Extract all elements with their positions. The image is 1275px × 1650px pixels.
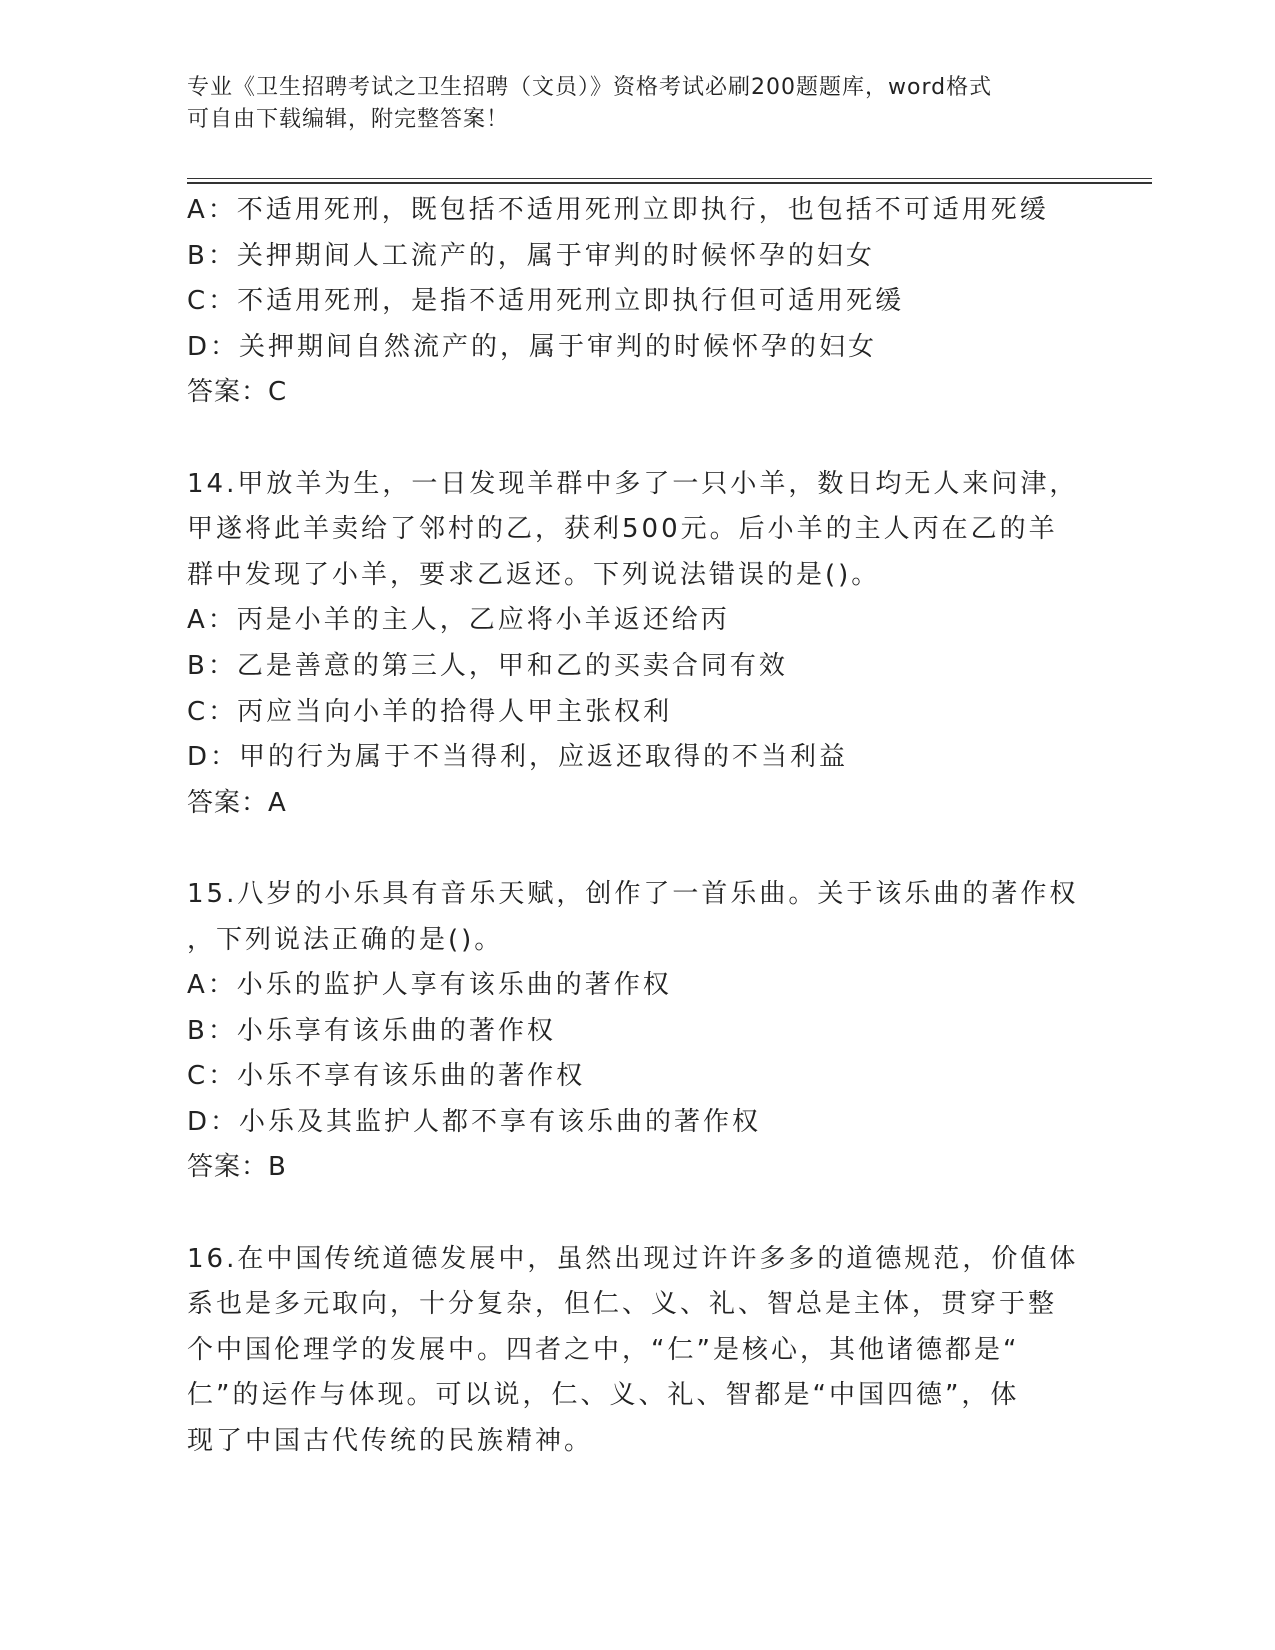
question-stem-line: 15.八岁的小乐具有音乐天赋，创作了一首乐曲。关于该乐曲的著作权 <box>187 878 1079 909</box>
option-a: A：小乐的监护人享有该乐曲的著作权 <box>187 970 672 1001</box>
option-c: C：丙应当向小羊的拾得人甲主张权利 <box>187 696 673 727</box>
answer: 答案：A <box>187 787 287 818</box>
page-header <box>187 72 1067 136</box>
answer: 答案：B <box>187 1152 287 1183</box>
question-stem-line: 仁”的运作与体现。可以说，仁、义、礼、智都是“中国四德”，体 <box>187 1380 1020 1411</box>
answer: 答案：C <box>187 377 288 408</box>
option-b: B：小乐享有该乐曲的著作权 <box>187 1015 556 1046</box>
option-b: B：乙是善意的第三人，甲和乙的买卖合同有效 <box>187 650 788 681</box>
question-stem-line: ，下列说法正确的是()。 <box>187 924 504 955</box>
question-content <box>187 188 1087 1465</box>
question-stem-line: 群中发现了小羊，要求乙返还。下列说法错误的是()。 <box>187 559 881 590</box>
header-title-line-1: 专业《卫生招聘考试之卫生招聘（文员）》资格考试必刷200题题库，word格式 <box>187 75 993 100</box>
option-a: A：不适用死刑，既包括不适用死刑立即执行，也包括不可适用死缓 <box>187 195 1049 225</box>
option-d: D：小乐及其监护人都不享有该乐曲的著作权 <box>187 1106 762 1137</box>
question-stem-line: 个中国伦理学的发展中。四者之中，“仁”是核心，其他诸德都是“ <box>187 1334 1020 1365</box>
question-stem-line: 14.甲放羊为生，一日发现羊群中多了一只小羊，数日均无人来问津， <box>187 468 1079 499</box>
header-divider <box>187 178 1152 184</box>
question-13 <box>187 188 1087 416</box>
question-stem-line: 甲遂将此羊卖给了邻村的乙，获利500元。后小羊的主人丙在乙的羊 <box>187 514 1058 545</box>
option-a: A：丙是小羊的主人，乙应将小羊返还给丙 <box>187 605 730 636</box>
header-title-line-2: 可自由下载编辑，附完整答案！ <box>187 107 510 132</box>
question-stem-line: 系也是多元取向，十分复杂，但仁、义、礼、智总是主体，贯穿于整 <box>187 1289 1058 1320</box>
option-c: C：小乐不享有该乐曲的著作权 <box>187 1061 586 1092</box>
question-stem-line: 现了中国古代传统的民族精神。 <box>187 1426 594 1457</box>
question-15 <box>187 872 1087 1191</box>
option-c: C：不适用死刑，是指不适用死刑立即执行但可适用死缓 <box>187 286 905 317</box>
question-14 <box>187 462 1087 827</box>
option-d: D：关押期间自然流产的，属于审判的时候怀孕的妇女 <box>187 331 878 362</box>
question-16 <box>187 1237 1087 1465</box>
question-stem-line: 16.在中国传统道德发展中，虽然出现过许许多多的道德规范，价值体 <box>187 1243 1079 1274</box>
option-d: D：甲的行为属于不当得利，应返还取得的不当利益 <box>187 742 849 773</box>
option-b: B：关押期间人工流产的，属于审判的时候怀孕的妇女 <box>187 240 875 271</box>
